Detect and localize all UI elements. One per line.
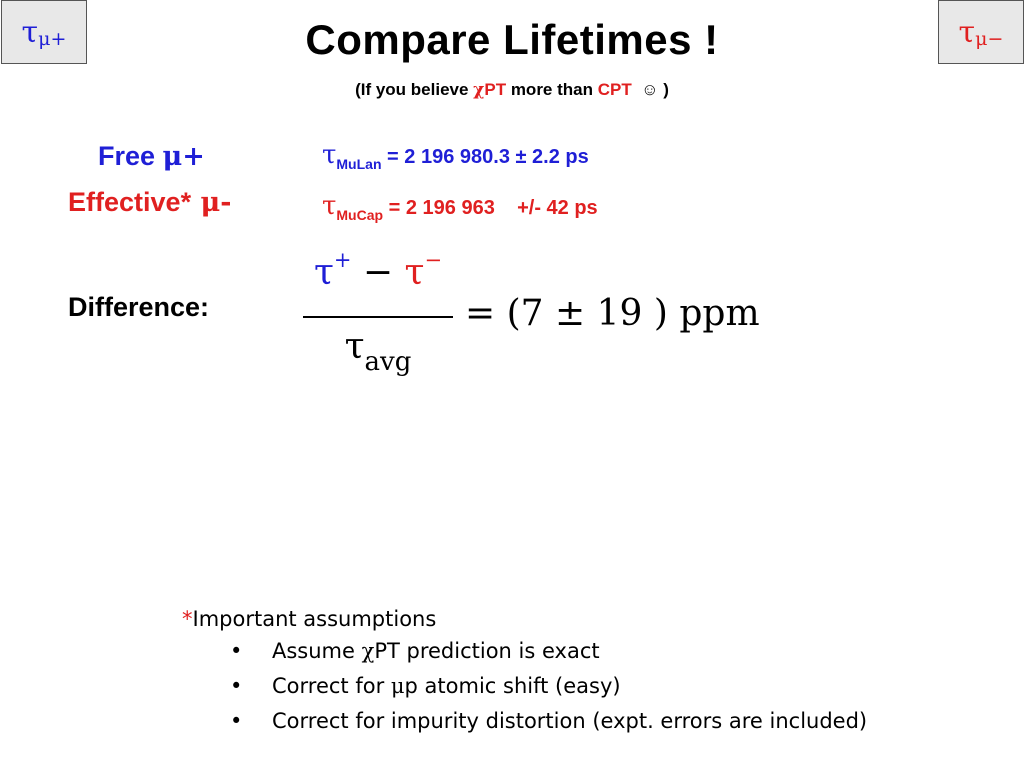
item-pre: Correct for — [272, 674, 391, 698]
item-post: p atomic shift (easy) — [404, 674, 621, 698]
subtitle-cpt: CPT — [597, 80, 632, 99]
smiley-icon: ☺ — [641, 80, 659, 99]
mulan-lifetime — [322, 140, 589, 170]
subtitle-chi: χ — [473, 80, 485, 100]
effective-star: * — [180, 187, 192, 217]
minus-sign: − — [351, 252, 405, 293]
fraction-denominator — [303, 326, 453, 377]
tau-plus-sup: + — [333, 248, 352, 272]
slide-subtitle — [0, 80, 1024, 100]
item-post: PT prediction is exact — [374, 639, 600, 663]
tau-plus: τ — [313, 252, 334, 293]
bullet-icon: • — [230, 639, 243, 663]
mucap-spacer — [495, 197, 517, 219]
tau-minus-sup: − — [424, 248, 443, 272]
tau-symbol: τ — [958, 14, 976, 50]
item-greek: χ — [361, 639, 375, 663]
tau-subscript: μ+ — [38, 28, 67, 50]
mulan-value: = 2 196 980.3 ± 2.2 ps — [381, 146, 589, 168]
mucap-value: = 2 196 963 — [383, 197, 495, 219]
bullet-icon: • — [230, 674, 243, 698]
mucap-lifetime — [322, 191, 598, 221]
tau-avg: τ — [344, 326, 365, 367]
assumptions-section — [182, 607, 867, 744]
free-particle: μ+ — [162, 141, 205, 172]
free-word: Free — [98, 141, 163, 171]
subtitle-open: (If you believe — [355, 80, 474, 99]
mucap-uncert: /- 42 ps — [528, 197, 598, 219]
list-item — [182, 639, 867, 674]
tau-symbol: τ — [322, 191, 337, 221]
effective-word: Effective — [68, 187, 181, 217]
difference-result: = (7 ± 19 ) ppm — [465, 293, 760, 334]
fraction-bar — [303, 316, 453, 318]
free-mu-plus-label — [98, 141, 205, 172]
list-item — [182, 674, 867, 709]
tau-symbol: τ — [322, 140, 337, 170]
assumptions-list — [182, 639, 867, 744]
mulan-subscript: MuLan — [336, 156, 382, 172]
list-item — [182, 709, 867, 744]
item-pre: Assume — [272, 639, 362, 663]
mucap-subscript: MuCap — [336, 207, 384, 223]
assumptions-title — [182, 607, 867, 631]
item-pre: Correct for impurity distortion (expt. errors are included) — [272, 709, 868, 733]
tau-subscript: μ− — [975, 28, 1004, 50]
difference-label: Difference: — [68, 292, 210, 322]
subtitle-middle: more than — [506, 80, 598, 99]
tau-symbol: τ — [21, 14, 39, 50]
effective-mu-minus-label — [68, 187, 231, 218]
assumptions-heading: Important assumptions — [192, 607, 437, 631]
tau-avg-sub: avg — [364, 347, 412, 377]
assumption-star: * — [182, 607, 193, 631]
mucap-pm: + — [517, 197, 529, 219]
bullet-icon: • — [230, 709, 243, 733]
slide-title: Compare Lifetimes ! — [305, 16, 719, 63]
effective-particle: μ- — [191, 187, 232, 218]
item-greek: μ — [390, 674, 405, 698]
subtitle-close: ) — [658, 80, 669, 99]
tau-minus: τ — [404, 252, 425, 293]
subtitle-pt: PT — [484, 80, 507, 99]
fraction-numerator — [303, 248, 453, 293]
